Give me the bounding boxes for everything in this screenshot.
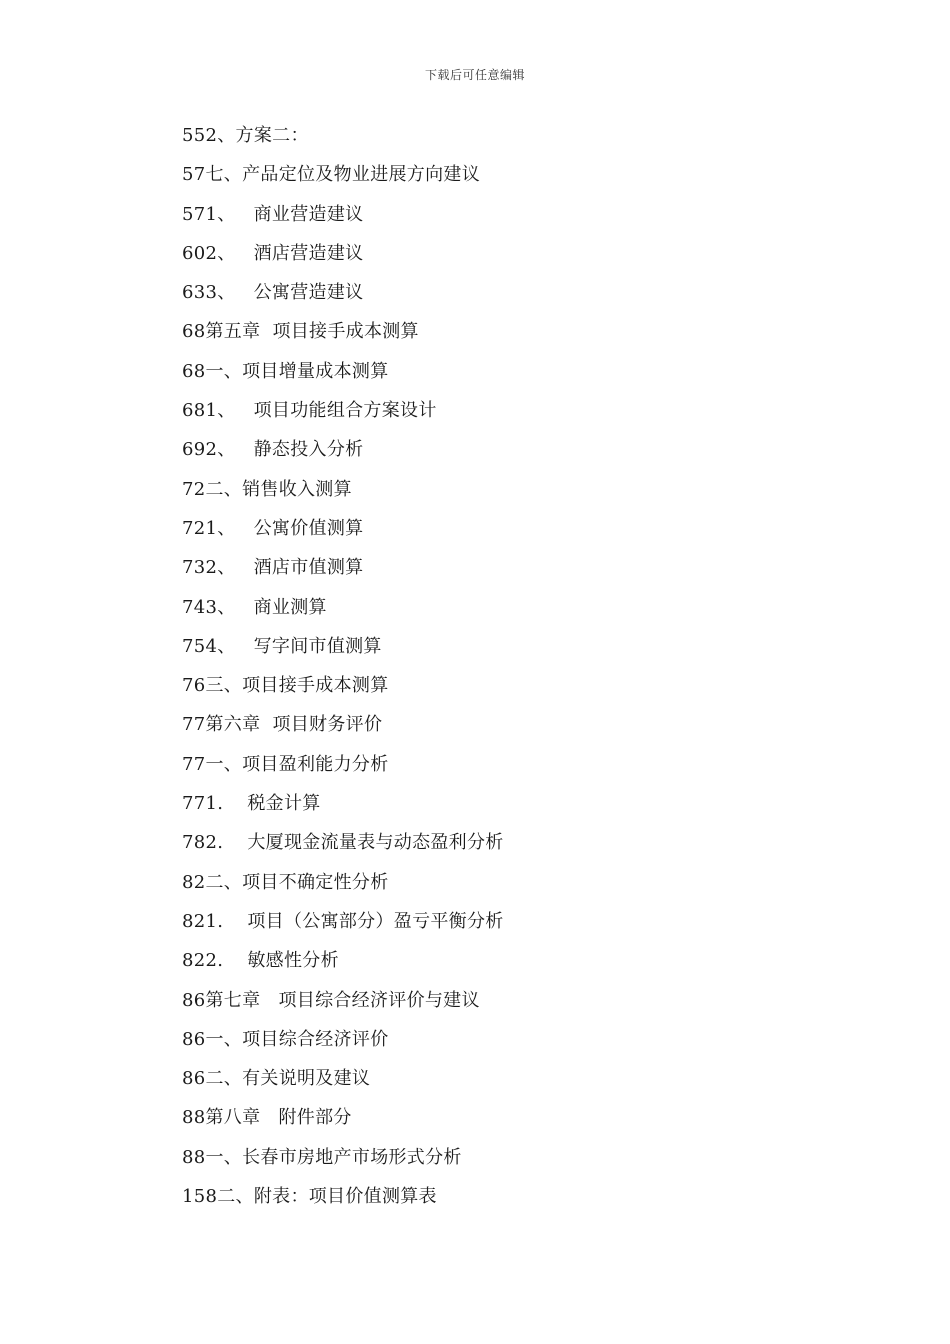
toc-entry: 88第八章 附件部分 [182, 1107, 352, 1129]
toc-entry: 68第五章 项目接手成本测算 [182, 321, 419, 343]
toc-entry: 732、 酒店市值测算 [182, 557, 364, 579]
toc-entry: 721、 公寓价值测算 [182, 517, 364, 539]
toc-entry: 822. 敏感性分析 [182, 950, 339, 972]
toc-entry: 77第六章 项目财务评价 [182, 714, 383, 736]
table-of-contents [182, 123, 802, 1223]
toc-entry: 771. 税金计算 [182, 793, 321, 815]
toc-entry: 782. 大厦现金流量表与动态盈利分析 [182, 832, 504, 854]
toc-entry: 72二、销售收入测算 [182, 478, 352, 500]
toc-entry: 552、方案二： [182, 125, 309, 146]
toc-entry: 86一、项目综合经济评价 [182, 1028, 389, 1050]
toc-entry: 602、 酒店营造建议 [182, 242, 364, 264]
toc-entry: 76三、项目接手成本测算 [182, 675, 389, 697]
toc-entry: 821. 项目（公寓部分）盈亏平衡分析 [182, 910, 504, 932]
toc-entry: 82二、项目不确定性分析 [182, 871, 389, 893]
toc-entry: 77一、项目盈利能力分析 [182, 753, 389, 775]
toc-entry: 88一、长春市房地产市场形式分析 [182, 1146, 462, 1168]
toc-entry: 743、 商业测算 [182, 596, 327, 618]
toc-entry: 692、 静态投入分析 [182, 439, 364, 461]
toc-entry: 86第七章 项目综合经济评价与建议 [182, 989, 480, 1011]
toc-entry: 158二、附表：项目价值测算表 [182, 1186, 437, 1208]
page-header-note: 下载后可任意编辑 [424, 68, 525, 82]
toc-entry: 86二、有关说明及建议 [182, 1068, 371, 1090]
toc-entry: 681、 项目功能组合方案设计 [182, 400, 437, 422]
toc-entry: 57七、产品定位及物业进展方向建议 [182, 164, 481, 186]
toc-entry: 633、 公寓营造建议 [182, 282, 364, 304]
toc-entry: 571、 商业营造建议 [182, 203, 364, 225]
toc-entry: 754、 写字间市值测算 [182, 635, 382, 657]
toc-entry: 68一、项目增量成本测算 [182, 360, 389, 382]
